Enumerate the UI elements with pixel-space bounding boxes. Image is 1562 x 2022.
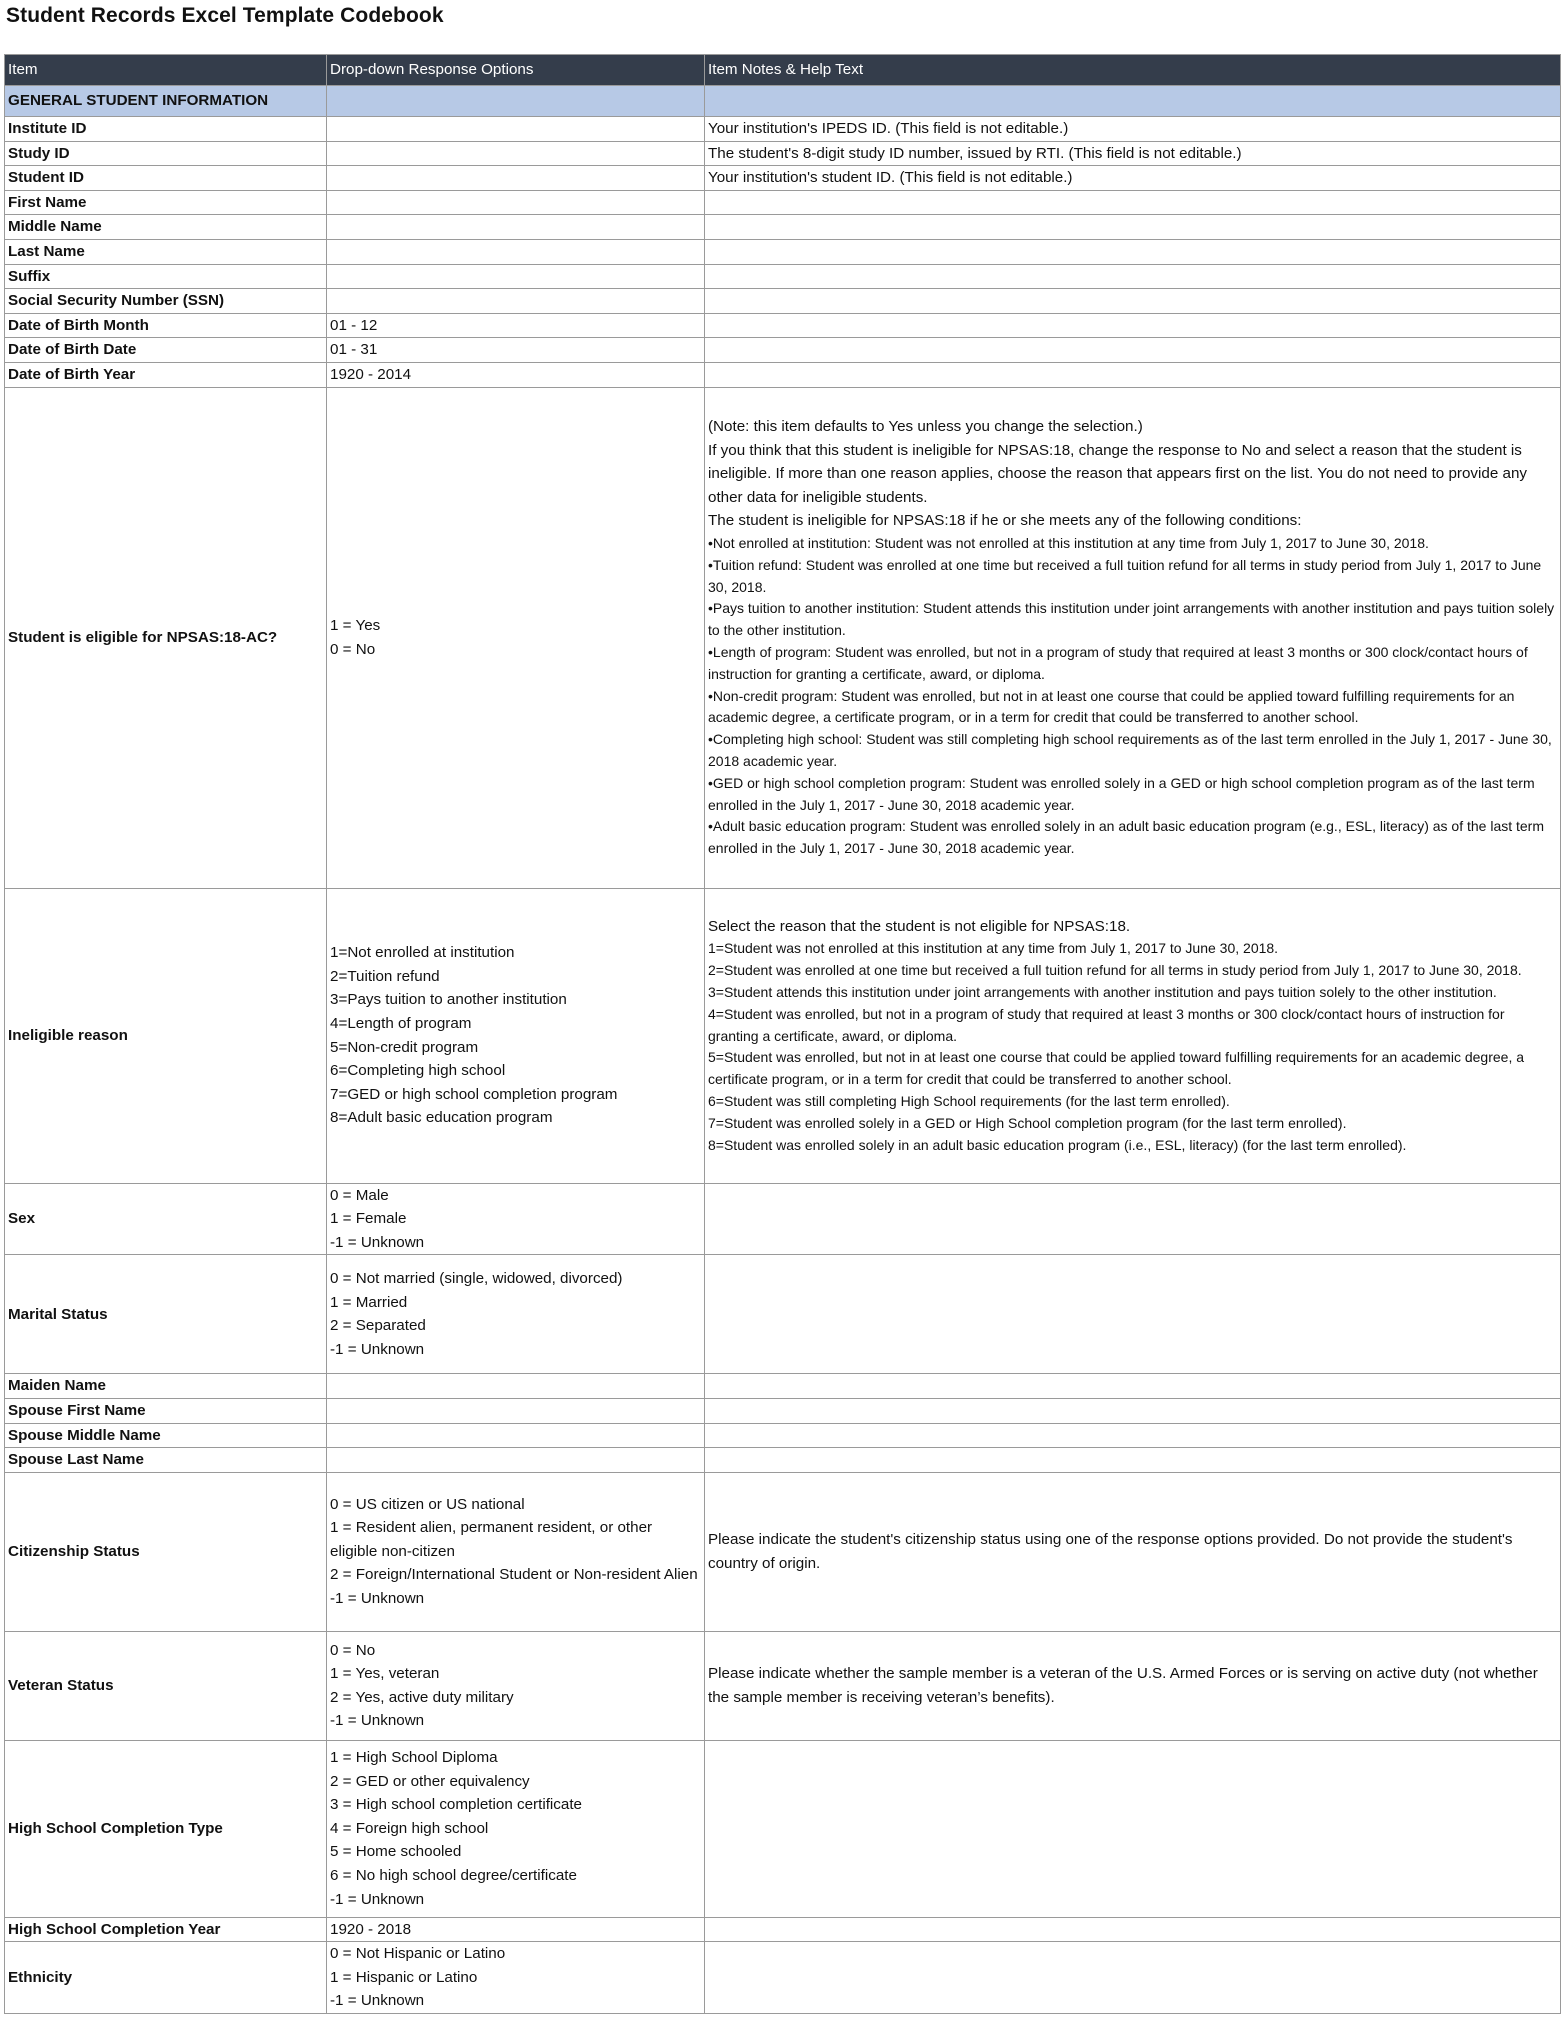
option-line: 0 = Not Hispanic or Latino: [330, 1945, 506, 1963]
table-row: [5, 239, 1561, 264]
option-line: 6 = No high school degree/certificate: [330, 1867, 577, 1885]
notes-cell: [705, 1374, 1561, 1399]
option-line: 8=Adult basic education program: [330, 1109, 553, 1127]
note-line: 4=Student was enrolled, but not in a program of study that required at least 3 months or 300 clock/contact hours of instruction for granting a certificate, award, or diploma.: [708, 1005, 1505, 1044]
table-row: [5, 1942, 1561, 2014]
option-line: 1 = High School Diploma: [330, 1749, 498, 1767]
item-cell: Institute ID: [5, 117, 327, 142]
table-row: [5, 1740, 1561, 1917]
option-line: 1 = Married: [330, 1293, 408, 1311]
table-row: [5, 190, 1561, 215]
note-line: The student is ineligible for NPSAS:18 if he or she meets any of the following conditions:: [708, 512, 1302, 530]
note-line: 1=Student was not enrolled at this institution at any time from July 1, 2017 to June 30, 2018.: [708, 940, 1279, 957]
note-line: •Pays tuition to another institution: Student attends this institution under joint arrangements with another institution and pays tuition solely to the other institution.: [708, 600, 1555, 639]
option-line: 4=Length of program: [330, 1014, 472, 1032]
notes-cell: [705, 239, 1561, 264]
option-line: -1 = Unknown: [330, 1992, 425, 2010]
note-line: 3=Student attends this institution under joint arrangements with another institution and pays tuition solely to the other institution.: [708, 983, 1497, 1000]
notes-cell: The student's 8-digit study ID number, issued by RTI. (This field is not editable.): [705, 141, 1561, 166]
table-row: [5, 1255, 1561, 1374]
table-row: [5, 313, 1561, 338]
option-line: 2 = Foreign/International Student or Non-resident Alien: [330, 1566, 698, 1584]
note-line: 8=Student was enrolled solely in an adult basic education program (i.e., ESL, literacy) (for the last term enrolled).: [708, 1136, 1407, 1153]
item-cell: Spouse Last Name: [5, 1448, 327, 1473]
notes-cell: [705, 1398, 1561, 1423]
table-row: [5, 215, 1561, 240]
options-cell: [327, 117, 705, 142]
item-cell: High School Completion Type: [5, 1740, 327, 1917]
table-row: [5, 1448, 1561, 1473]
options-cell: 01 - 12: [327, 313, 705, 338]
options-cell: 1920 - 2014: [327, 362, 705, 387]
options-cell: 01 - 31: [327, 338, 705, 363]
table-row: [5, 1183, 1561, 1255]
option-line: -1 = Unknown: [330, 1712, 425, 1730]
table-row: [5, 1472, 1561, 1631]
option-line: 3=Pays tuition to another institution: [330, 991, 567, 1009]
item-cell: Suffix: [5, 264, 327, 289]
table-row: [5, 289, 1561, 314]
table-row: [5, 166, 1561, 191]
option-line: 2=Tuition refund: [330, 967, 440, 985]
options-cell: 1920 - 2018: [327, 1917, 705, 1942]
option-line: 7=GED or high school completion program: [330, 1085, 618, 1103]
options-cell: [327, 190, 705, 215]
options-cell: [327, 1740, 705, 1917]
options-cell: [327, 264, 705, 289]
note-line: Select the reason that the student is not eligible for NPSAS:18.: [708, 917, 1131, 935]
options-cell: [327, 1942, 705, 2014]
notes-cell: [705, 215, 1561, 240]
note-line: •Tuition refund: Student was enrolled at one time but received a full tuition refund for all terms in study period from July 1, 2017 to June 30, 2018.: [708, 556, 1542, 595]
header-notes: Item Notes & Help Text: [705, 55, 1561, 86]
notes-cell: [705, 1255, 1561, 1374]
notes-cell: [705, 1917, 1561, 1942]
table-row: [5, 338, 1561, 363]
option-line: 0 = No: [330, 640, 376, 658]
option-line: 2 = GED or other equivalency: [330, 1772, 530, 1790]
options-cell: [327, 141, 705, 166]
notes-cell: Your institution's student ID. (This field is not editable.): [705, 166, 1561, 191]
notes-cell: Please indicate the student's citizenship status using one of the response options provided. Do not provide the student's country of origin.: [705, 1472, 1561, 1631]
item-cell: Middle Name: [5, 215, 327, 240]
options-cell: [327, 387, 705, 888]
notes-cell: [705, 1740, 1561, 1917]
option-line: -1 = Unknown: [330, 1890, 425, 1908]
item-cell: Student ID: [5, 166, 327, 191]
options-cell: [327, 215, 705, 240]
options-cell: [327, 1398, 705, 1423]
table-row: [5, 264, 1561, 289]
note-line: •Not enrolled at institution: Student was not enrolled at this institution at any time from July 1, 2017 to June 30, 2018.: [708, 535, 1429, 552]
notes-cell: Your institution's IPEDS ID. (This field is not editable.): [705, 117, 1561, 142]
notes-cell: [705, 289, 1561, 314]
notes-cell: [705, 338, 1561, 363]
table-row: [5, 1631, 1561, 1740]
notes-cell: [705, 1942, 1561, 2014]
options-cell: [327, 1448, 705, 1473]
item-cell: Spouse First Name: [5, 1398, 327, 1423]
option-line: 2 = Separated: [330, 1317, 426, 1335]
table-row: [5, 141, 1561, 166]
table-row: [5, 1423, 1561, 1448]
item-cell: High School Completion Year: [5, 1917, 327, 1942]
options-cell: [327, 888, 705, 1183]
page-title: Student Records Excel Template Codebook: [6, 4, 444, 27]
table-row: [5, 1374, 1561, 1399]
item-cell: Date of Birth Year: [5, 362, 327, 387]
note-line: 6=Student was still completing High School requirements (for the last term enrolled).: [708, 1092, 1230, 1109]
item-cell: Date of Birth Month: [5, 313, 327, 338]
table-row: [5, 362, 1561, 387]
codebook-table: [4, 54, 1561, 2014]
option-line: 4 = Foreign high school: [330, 1819, 489, 1837]
notes-cell: [705, 888, 1561, 1183]
notes-cell: [705, 387, 1561, 888]
option-line: 5=Non-credit program: [330, 1038, 479, 1056]
table-row: [5, 1398, 1561, 1423]
table-row: [5, 387, 1561, 888]
section-label: GENERAL STUDENT INFORMATION: [5, 86, 327, 117]
header-row: [5, 55, 1561, 86]
notes-cell: [705, 264, 1561, 289]
note-line: •Adult basic education program: Student was enrolled solely in an adult basic education program (e.g., ESL, literacy) as of the last term enrolled in the July 1, 2017 - June 30, 2018 academic year.: [708, 818, 1545, 857]
option-line: -1 = Unknown: [330, 1340, 425, 1358]
option-line: 1 = Hispanic or Latino: [330, 1968, 478, 1986]
option-line: 1=Not enrolled at institution: [330, 944, 515, 962]
item-cell: Maiden Name: [5, 1374, 327, 1399]
note-line: •GED or high school completion program: Student was enrolled solely in a GED or high school completion program as of the last term enrolled in the July 1, 2017 - June 30, 2018 academic year.: [708, 774, 1535, 813]
item-cell: Sex: [5, 1183, 327, 1255]
item-cell: First Name: [5, 190, 327, 215]
notes-cell: [705, 313, 1561, 338]
table-row: [5, 117, 1561, 142]
option-line: 0 = Male: [330, 1186, 389, 1204]
item-cell: Spouse Middle Name: [5, 1423, 327, 1448]
header-item: Item: [5, 55, 327, 86]
options-cell: [327, 1183, 705, 1255]
section-row: [5, 86, 1561, 117]
option-line: 0 = No: [330, 1641, 376, 1659]
item-cell: Date of Birth Date: [5, 338, 327, 363]
item-cell: Ethnicity: [5, 1942, 327, 2014]
item-cell: Citizenship Status: [5, 1472, 327, 1631]
item-cell: Ineligible reason: [5, 888, 327, 1183]
header-options: Drop-down Response Options: [327, 55, 705, 86]
option-line: 1 = Yes: [330, 616, 381, 634]
option-line: 6=Completing high school: [330, 1062, 506, 1080]
option-line: 1 = Female: [330, 1210, 407, 1228]
notes-cell: [705, 1448, 1561, 1473]
note-line: •Non-credit program: Student was enrolled, but not in at least one course that could be applied toward fulfilling requirements for an academic degree, a certificate program, or in a term for credit that could be transferred to another school.: [708, 687, 1515, 726]
options-cell: [327, 1255, 705, 1374]
item-cell: Study ID: [5, 141, 327, 166]
table-row: [5, 888, 1561, 1183]
options-cell: [327, 289, 705, 314]
notes-cell: [705, 362, 1561, 387]
options-cell: [327, 1374, 705, 1399]
option-line: 3 = High school completion certificate: [330, 1796, 582, 1814]
notes-cell: Please indicate whether the sample member is a veteran of the U.S. Armed Forces or is serving on active duty (not whether the sample member is receiving veteran’s benefits).: [705, 1631, 1561, 1740]
option-line: 1 = Yes, veteran: [330, 1665, 440, 1683]
note-line: •Completing high school: Student was still completing high school requirements as of the last term enrolled in the July 1, 2017 - June 30, 2018 academic year.: [708, 731, 1552, 769]
options-cell: [327, 166, 705, 191]
option-line: 0 = US citizen or US national: [330, 1495, 525, 1513]
table-row: [5, 1917, 1561, 1942]
option-line: 0 = Not married (single, widowed, divorced): [330, 1270, 623, 1288]
note-line: 2=Student was enrolled at one time but received a full tuition refund for all terms in study period from July 1, 2017 to June 30, 2018.: [708, 962, 1522, 979]
item-cell: Last Name: [5, 239, 327, 264]
note-line: If you think that this student is ineligible for NPSAS:18, change the response to No and select a reason that the student is ineligible. If more than one reason applies, choose the reason that appears first on the list. You do not need to provide any other data for ineligible students.: [708, 441, 1527, 506]
option-line: -1 = Unknown: [330, 1233, 425, 1251]
options-cell: [327, 239, 705, 264]
note-line: 7=Student was enrolled solely in a GED or High School completion program (for the last term enrolled).: [708, 1114, 1347, 1131]
options-cell: [327, 1423, 705, 1448]
item-cell: Social Security Number (SSN): [5, 289, 327, 314]
option-line: 2 = Yes, active duty military: [330, 1688, 514, 1706]
item-cell: Veteran Status: [5, 1631, 327, 1740]
options-cell: [327, 1472, 705, 1631]
item-cell: Marital Status: [5, 1255, 327, 1374]
note-line: (Note: this item defaults to Yes unless you change the selection.): [708, 418, 1143, 436]
options-cell: [327, 1631, 705, 1740]
notes-cell: [705, 1183, 1561, 1255]
option-line: 1 = Resident alien, permanent resident, or other eligible non-citizen: [330, 1519, 653, 1560]
notes-cell: [705, 190, 1561, 215]
option-line: 5 = Home schooled: [330, 1843, 462, 1861]
note-line: 5=Student was enrolled, but not in at least one course that could be applied toward fulfilling requirements for an academic degree, a certificate program, or in a term for credit that could be transferred to another school.: [708, 1049, 1525, 1088]
option-line: -1 = Unknown: [330, 1590, 425, 1608]
notes-cell: [705, 1423, 1561, 1448]
note-line: •Length of program: Student was enrolled, but not in a program of study that required at least 3 months or 300 clock/contact hours of instruction for granting a certificate, award, or diploma.: [708, 644, 1528, 682]
item-cell: Student is eligible for NPSAS:18-AC?: [5, 387, 327, 888]
